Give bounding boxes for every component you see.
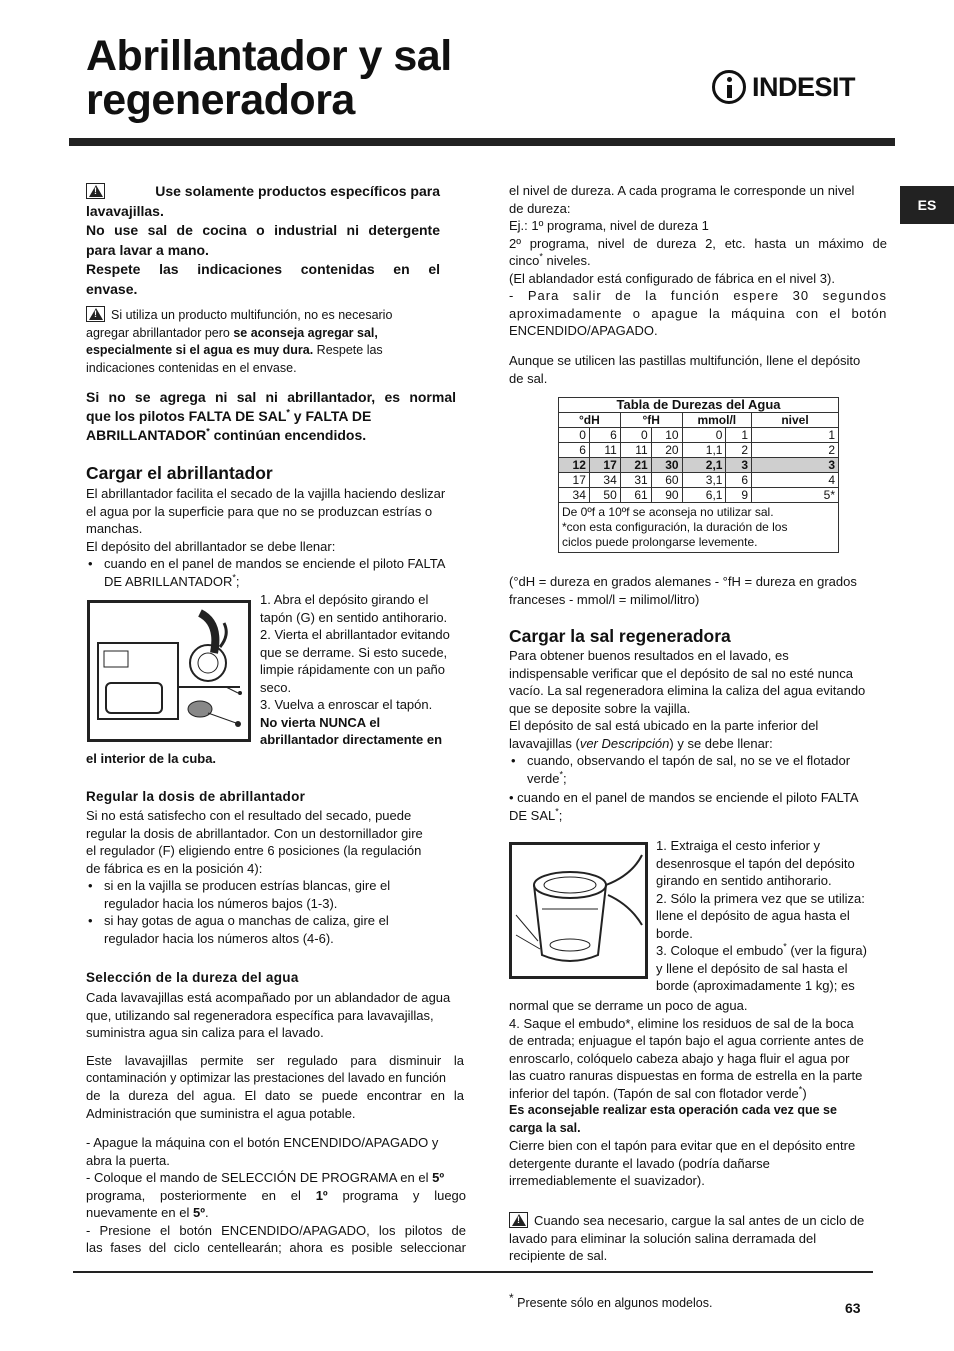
table-cell: 12: [559, 458, 590, 473]
table-cell: 11: [620, 443, 651, 458]
info-i-icon: [712, 70, 746, 104]
table-cell: 17: [559, 473, 590, 488]
heading-dosage: Regular la dosis de abrillantador: [86, 789, 306, 804]
table-cell: 6: [559, 443, 590, 458]
title-line-1: Abrillantador y sal: [86, 32, 452, 80]
table-cell: 3,1: [682, 473, 726, 488]
table-cell: 11: [589, 443, 620, 458]
table-cell: 10: [651, 428, 682, 443]
table-cell: 17: [589, 458, 620, 473]
warning-icon: [509, 1212, 528, 1228]
table-row: [559, 428, 839, 443]
top-divider: [69, 138, 895, 146]
salt-intro: Para obtener buenos resultados en el lavado, es indispensable verificar que el depósito de sal no esté nunca vacío. La sal regeneradora elimina la caliza del agua evitando que se deposite sobre la vajilla. El depósito de sal está ubicado en la parte inferior del lavavajillas (ver Descripción) y se debe llenar: • cuando, observando el tapón de sal, no se ve el flotador verde*; • cuando en el panel de mandos se enciende el piloto FALTA DE SAL*;: [509, 647, 889, 824]
heading-rinse-aid: Cargar el abrillantador: [86, 463, 273, 483]
hardness-levels-text: el nivel de dureza. A cada programa le corresponde un nivel de dureza: Ej.: 1º programa, nivel de dureza 1 2º programa, nivel de dureza 2, etc. hasta un máximo de cinco* niveles. (El ablandador está configurado de fábrica en el nivel 3). - Para salir de la función espere 30 segundos aproximadamente o apague la máquina con el botón ENCENDIDO/APAGADO.: [509, 183, 887, 338]
table-cell: 2,1: [682, 458, 726, 473]
table-notes: De 0ºf a 10ºf se aconseja no utilizar sal. *con esta configuración, la duración de los ciclos puede prolongarse levemente.: [559, 503, 839, 553]
rinse-aid-warning-end: el interior de la cuba.: [86, 751, 217, 766]
table-cell: 6: [726, 473, 752, 488]
page-title: [86, 34, 452, 122]
heading-water-hardness: Selección de la dureza del agua: [86, 970, 299, 985]
footnote: * Presente sólo en algunos modelos.: [509, 1290, 713, 1310]
heading-salt: Cargar la sal regeneradora: [509, 626, 731, 646]
header-nivel: nivel: [752, 413, 839, 428]
table-cell: 3: [726, 458, 752, 473]
multifunction-note: Aunque se utilicen las pastillas multifunción, llene el depósito de sal.: [509, 353, 861, 386]
table-cell: 1: [726, 428, 752, 443]
table-cell: 1,1: [682, 443, 726, 458]
table-title: Tabla de Durezas del Agua: [559, 398, 839, 413]
table-cell: 50: [589, 488, 620, 503]
table-cell: 9: [726, 488, 752, 503]
list-item: • cuando en el panel de mandos se enciende el piloto FALTA DE ABRILLANTADOR*;: [86, 555, 466, 590]
language-tab: ES: [900, 186, 954, 224]
dosage-text: Si no está satisfecho con el resultado del secado, puede regular la dosis de abrillantador. Con un destornillador gire el regulador (F) eligiendo entre 6 posiciones (la regulación de fábrica es en la posición 4): • si en la vajilla se producen estrías blancas, gire el regulador hacia los números bajos (1-3). • si hay gotas de agua o manchas de caliza, gire el regulador hacia los números altos (4-6).: [86, 807, 466, 947]
table-cell: 34: [559, 488, 590, 503]
table-cell: 60: [651, 473, 682, 488]
table-row: [559, 443, 839, 458]
table-cell: 5*: [752, 488, 839, 503]
header-fh: °fH: [620, 413, 682, 428]
salt-figure: [509, 842, 648, 979]
list-item: • si en la vajilla se producen estrías blancas, gire el regulador hacia los números bajos (1-3).: [86, 877, 466, 912]
table-cell: 61: [620, 488, 651, 503]
table-cell: 21: [620, 458, 651, 473]
table-row: [559, 458, 839, 473]
hardness-text: Cada lavavajillas está acompañado por un ablandador de agua que, utilizando sal regeneradora específica para lavavajillas, suministra agua sin caliza para el lavado.: [86, 990, 451, 1040]
rinse-aid-figure: [87, 600, 251, 742]
table-cell: 30: [651, 458, 682, 473]
table-cell: 20: [651, 443, 682, 458]
table-cell: 6,1: [682, 488, 726, 503]
warning-salt-cycle: !Cuando sea necesario, cargue la sal antes de un ciclo de lavado para eliminar la solución salina derramada del recipiente de sal.: [509, 1212, 889, 1265]
salt-steps-b: normal que se derrame un poco de agua. 4. Saque el embudo*, elimine los residuos de sal de la boca de entrada; enjuague el tapón bajo el agua corriente antes de enroscarlo, colóquelo cabeza abajo y haga fluir el agua por las cuatro ranuras dispuestas en forma de estrella en la parte inferior del tapón. (Tapón de sal con flotador verde*) Es aconsejable realizar esta operación cada vez que se carga la sal. Cierre bien con el tapón para evitar que en el depósito entre detergente durante el lavado (podría dañarse irremediablemente el suavizador).: [509, 998, 864, 1188]
brand-logo: [712, 70, 855, 104]
hardness-table: [558, 397, 839, 553]
table-cell: 6: [589, 428, 620, 443]
warning-icon: [86, 306, 105, 322]
bottom-divider: [73, 1271, 873, 1273]
hardness-text-2: Este lavavajillas permite ser regulado para disminuir la contaminación y optimizar las prestaciones del lavado en función de la dureza del agua. El dato se puede encontrar en la Administración que suministra el agua potable.: [86, 1053, 464, 1121]
table-cell: 0: [620, 428, 651, 443]
table-cell: 31: [620, 473, 651, 488]
brand-wordmark: INDESIT: [752, 71, 856, 102]
table-cell: 3: [752, 458, 839, 473]
warning-products: ! Use solamente productos específicos para lavavajillas. No use sal de cocina o industrial ni detergente para lavar a mano. Respete las indicaciones contenidas en el envase.: [86, 182, 440, 299]
list-item: • cuando, observando el tapón de sal, no se ve el flotador verde*;: [509, 752, 889, 787]
table-cell: 0: [559, 428, 590, 443]
table-cell: 34: [589, 473, 620, 488]
table-cell: 1: [752, 428, 839, 443]
notice-pilots: Si no se agrega ni sal ni abrillantador, es normal que los pilotos FALTA DE SAL* y FALTA DE ABRILLANTADOR* continúan encendidos.: [86, 389, 456, 443]
list-item: • si hay gotas de agua o manchas de caliza, gire el regulador hacia los números altos (4-6).: [86, 912, 466, 947]
table-cell: 2: [752, 443, 839, 458]
rinse-aid-intro: El abrillantador facilita el secado de la vajilla haciendo deslizar el agua por la superficie para que no se produzcan estrías o manchas. El depósito del abrillantador se debe llenar: • cuando en el panel de mandos se enciende el piloto FALTA DE ABRILLANTADOR*;: [86, 485, 466, 590]
table-row: [559, 488, 839, 503]
rinse-aid-steps: 1. Abra el depósito girando el tapón (G) en sentido antihorario. 2. Vierta el abrillantador evitando que se derrame. Si esto sucede, limpie rápidamente con un paño seco. 3. Vuelva a enroscar el tapón. No vierta NUNCA el abrillantador directamente en: [260, 592, 450, 747]
salt-container-illustration: [512, 845, 645, 976]
table-row: [559, 473, 839, 488]
header-mmol: mmol/l: [682, 413, 751, 428]
table-legend: (°dH = dureza en grados alemanes - °fH = dureza en grados franceses - mmol/l = milimol/litro): [509, 574, 857, 607]
title-line-2: regeneradora: [86, 76, 355, 124]
warning-multifunction: !Si utiliza un producto multifunción, no es necesario agregar abrillantador pero se aconseja agregar sal, especialmente si el agua es muy dura. Respete las indicaciones contenidas en el envase.: [86, 306, 416, 377]
page-number: 63: [845, 1300, 861, 1316]
table-cell: 4: [752, 473, 839, 488]
hardness-steps: - Apague la máquina con el botón ENCENDIDO/APAGADO y abra la puerta. - Coloque el mando de SELECCIÓN DE PROGRAMA en el 5º programa, posteriormente en el 1º programa y luego nuevamente en el 5º. - Presione el botón ENCENDIDO/APAGADO, los pilotos de las fases del ciclo centellearán; ahora es posible seleccionar: [86, 1135, 467, 1255]
dispenser-illustration: [90, 603, 248, 739]
table-cell: 2: [726, 443, 752, 458]
table-cell: 90: [651, 488, 682, 503]
table-cell: 0: [682, 428, 726, 443]
header-dh: °dH: [559, 413, 621, 428]
warning-icon: [86, 183, 105, 199]
salt-steps-a: 1. Extraiga el cesto inferior y desenrosque el tapón del depósito girando en sentido antihorario. 2. Sólo la primera vez que se utiliza: llene el depósito de agua hasta el borde. 3. Coloque el embudo* (ver la figura) y llene el depósito de sal hasta el borde (aproximadamente 1 kg); es: [656, 838, 867, 993]
